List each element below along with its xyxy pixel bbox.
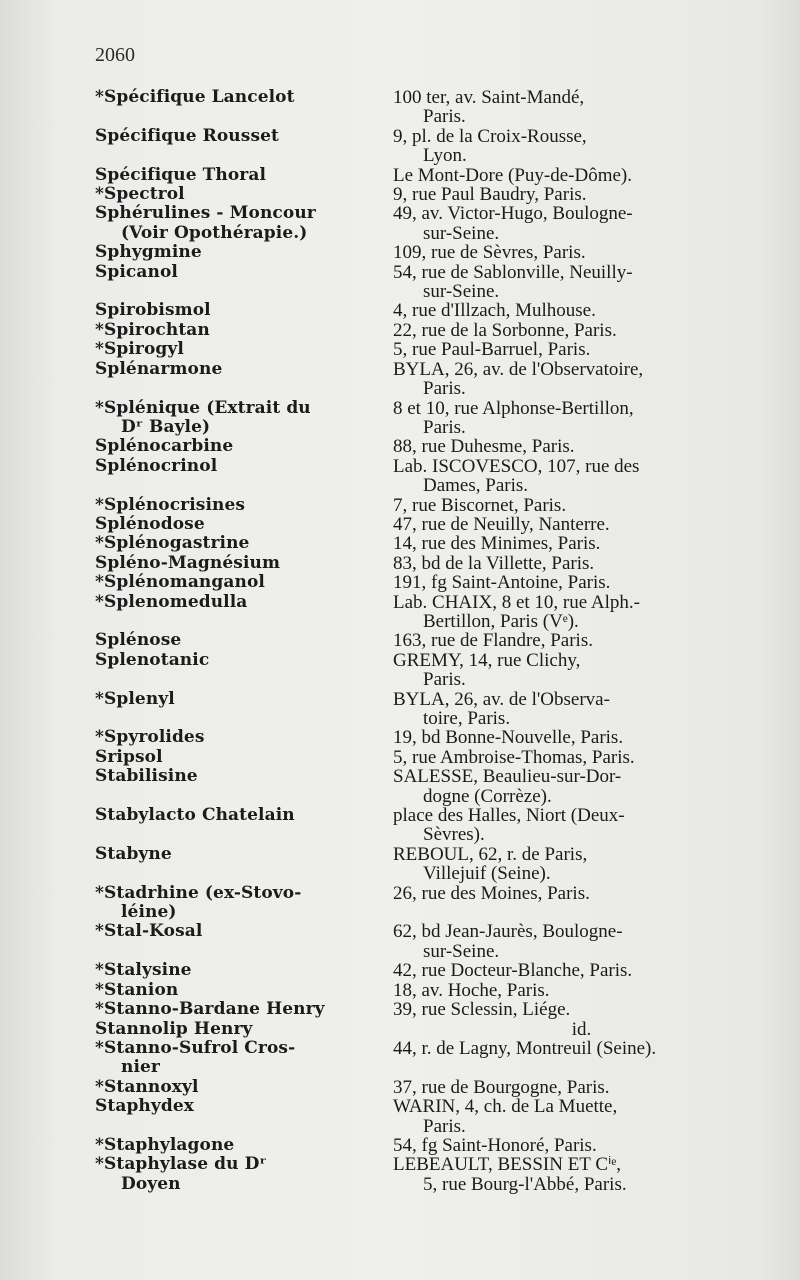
product-name-text: Spléno-Magnésium [95, 552, 281, 573]
address [393, 1078, 770, 1097]
address-text: 5, rue Paul-Barruel, Paris. [393, 339, 591, 361]
entry-row [95, 340, 770, 359]
product-name [95, 1039, 393, 1078]
product-name-text: *Splénocrisines [95, 494, 246, 515]
product-name [95, 1078, 393, 1097]
product-name-continuation: Doyen [121, 1173, 181, 1194]
address-text: Le Mont-Dore (Puy-de-Dôme). [393, 164, 633, 186]
product-name-text: Stabilisine [95, 766, 198, 787]
entry-row [95, 922, 770, 961]
entry-row [95, 1078, 770, 1097]
address-text: 37, rue de Bourgogne, Paris. [393, 1076, 610, 1098]
product-name-text: *Splenyl [95, 688, 175, 709]
entry-row [95, 360, 770, 399]
product-name-text: Spirobismol [95, 300, 211, 321]
product-name [95, 631, 393, 650]
address-continuation: 5, rue Bourg-l'Abbé, Paris. [423, 1173, 627, 1195]
product-name-text: *Staphylagone [95, 1134, 235, 1155]
product-name-text: *Stalysine [95, 960, 192, 981]
entry-row [95, 728, 770, 747]
product-name [95, 457, 393, 476]
address-text: GREMY, 14, rue Clichy, [393, 649, 581, 671]
entry-row [95, 961, 770, 980]
entry-row [95, 748, 770, 767]
product-name-text: Sphygmine [95, 242, 202, 263]
entry-row [95, 301, 770, 320]
address [393, 631, 770, 650]
address [393, 166, 770, 185]
address-text: LEBEAULT, BESSIN ET Cⁱᵉ, [393, 1154, 622, 1176]
product-name-text: *Stal-Kosal [95, 921, 203, 942]
address [393, 204, 770, 243]
address [393, 1000, 770, 1019]
address [393, 496, 770, 515]
address-continuation: dogne (Corrèze). [423, 785, 552, 807]
address [393, 263, 770, 302]
entry-row [95, 457, 770, 496]
entry-row [95, 1020, 770, 1039]
entry-row [95, 1155, 770, 1194]
address-text: 7, rue Biscornet, Paris. [393, 494, 567, 516]
entry-row [95, 1136, 770, 1155]
address [393, 340, 770, 359]
product-name-text: Spicanol [95, 261, 178, 282]
entry-row [95, 127, 770, 166]
product-name-text: *Splénogastrine [95, 533, 250, 554]
address [393, 301, 770, 320]
address [393, 1039, 770, 1058]
entry-row [95, 534, 770, 553]
product-name [95, 185, 393, 204]
product-name [95, 1136, 393, 1155]
address-continuation: sur-Seine. [423, 940, 500, 962]
address-text: 109, rue de Sèvres, Paris. [393, 242, 586, 264]
address-text: 88, rue Duhesme, Paris. [393, 436, 575, 458]
product-name-text: *Spectrol [95, 184, 185, 205]
address [393, 728, 770, 747]
address-text: BYLA, 26, av. de l'Observa- [393, 688, 610, 710]
product-name [95, 263, 393, 282]
address-continuation: Paris. [423, 106, 466, 128]
product-name-text: *Spyrolides [95, 727, 205, 748]
entry-list [95, 88, 770, 1194]
product-name-text: Splénose [95, 630, 182, 651]
entry-row [95, 166, 770, 185]
product-name [95, 399, 393, 438]
address [393, 554, 770, 573]
address-text: 54, fg Saint-Honoré, Paris. [393, 1134, 597, 1156]
address-text: 18, av. Hoche, Paris. [393, 979, 550, 1001]
product-name [95, 1020, 393, 1039]
address [393, 651, 770, 690]
product-name [95, 515, 393, 534]
address [393, 1155, 770, 1194]
entry-row [95, 651, 770, 690]
entry-row [95, 631, 770, 650]
address [393, 515, 770, 534]
address-text: 191, fg Saint-Antoine, Paris. [393, 572, 611, 594]
address-text: 47, rue de Neuilly, Nanterre. [393, 513, 610, 535]
address [393, 1020, 770, 1039]
product-name-text: *Spirochtan [95, 319, 210, 340]
entry-row [95, 515, 770, 534]
address-continuation: Paris. [423, 1115, 466, 1137]
entry-row [95, 88, 770, 127]
product-name [95, 1155, 393, 1194]
product-name-text: Stannolip Henry [95, 1018, 253, 1039]
product-name-text: Splénocarbine [95, 436, 234, 457]
product-name-text: Splenotanic [95, 649, 210, 670]
address-text: 22, rue de la Sorbonne, Paris. [393, 319, 617, 341]
address-continuation: Bertillon, Paris (Vᵉ). [423, 610, 579, 632]
product-name-text: Spécifique Rousset [95, 125, 279, 146]
product-name-text: Sphérulines - Moncour [95, 203, 316, 224]
address [393, 1097, 770, 1136]
address [393, 399, 770, 438]
address-continuation: Dames, Paris. [423, 475, 529, 497]
address-continuation: Paris. [423, 378, 466, 400]
entry-row [95, 767, 770, 806]
product-name [95, 301, 393, 320]
address [393, 748, 770, 767]
product-name-continuation: nier [121, 1057, 160, 1078]
address-text: Lab. ISCOVESCO, 107, rue des [393, 455, 640, 477]
address-continuation: 26, rue des Moines, Paris. [393, 882, 590, 904]
entry-row [95, 554, 770, 573]
product-name-text: *Splenomedulla [95, 591, 248, 612]
product-name [95, 496, 393, 515]
product-name-text: *Staphylase du Dʳ [95, 1154, 267, 1175]
product-name [95, 1097, 393, 1116]
address-text: 14, rue des Minimes, Paris. [393, 533, 601, 555]
address [393, 185, 770, 204]
entry-row [95, 845, 770, 884]
product-name-text: Stabyne [95, 843, 172, 864]
product-name [95, 204, 393, 243]
address [393, 457, 770, 496]
product-name-continuation: léine) [121, 902, 177, 923]
address [393, 360, 770, 399]
address [393, 922, 770, 961]
product-name [95, 884, 393, 923]
product-name-text: *Stannoxyl [95, 1076, 199, 1097]
product-name [95, 728, 393, 747]
address-continuation: Paris. [423, 416, 466, 438]
product-name-text: *Stadrhine (ex-Stovo- [95, 882, 302, 903]
address [393, 981, 770, 1000]
product-name-text: *Splénique (Extrait du [95, 397, 311, 418]
product-name-text: *Spécifique Lancelot [95, 87, 295, 107]
product-name [95, 748, 393, 767]
product-name-text: *Stanno-Sufrol Cros- [95, 1037, 296, 1058]
address [393, 593, 770, 632]
address [393, 573, 770, 592]
product-name-text: Sripsol [95, 746, 163, 767]
product-name [95, 767, 393, 786]
entry-row [95, 981, 770, 1000]
address-text: 42, rue Docteur-Blanche, Paris. [393, 960, 633, 982]
address [393, 845, 770, 884]
address-text: 19, bd Bonne-Nouvelle, Paris. [393, 727, 624, 749]
address-text: 49, av. Victor-Hugo, Boulogne- [393, 203, 633, 225]
product-name [95, 127, 393, 146]
product-name-text: Stabylacto Chatelain [95, 805, 295, 826]
product-name [95, 166, 393, 185]
product-name [95, 593, 393, 612]
page-number: 2060 [95, 44, 135, 66]
address-text: 9, rue Paul Baudry, Paris. [393, 184, 587, 206]
address-text: id. [571, 1018, 592, 1040]
address-continuation: Lyon. [423, 145, 467, 167]
entry-row [95, 496, 770, 515]
address-text: 62, bd Jean-Jaurès, Boulogne- [393, 921, 623, 943]
address [393, 127, 770, 166]
address [393, 321, 770, 340]
address-text: 100 ter, av. Saint-Mandé, [393, 87, 585, 108]
product-name-text: *Stanion [95, 979, 179, 1000]
product-name-continuation: Dʳ Bayle) [121, 416, 211, 437]
product-name-text: Spécifique Thoral [95, 164, 267, 185]
address-continuation: Sèvres). [423, 824, 485, 846]
address-continuation: sur-Seine. [423, 281, 500, 303]
address-text: 54, rue de Sablonville, Neuilly- [393, 261, 633, 283]
entry-row [95, 1000, 770, 1019]
product-name [95, 243, 393, 262]
address-text: WARIN, 4, ch. de La Muette, [393, 1096, 618, 1118]
address [393, 243, 770, 262]
product-name [95, 534, 393, 553]
entry-row [95, 243, 770, 262]
entry-row [95, 1039, 770, 1078]
address-text: SALESSE, Beaulieu-sur-Dor- [393, 766, 622, 788]
address-continuation: Villejuif (Seine). [423, 863, 551, 885]
entry-row [95, 593, 770, 632]
entry-row [95, 437, 770, 456]
entry-row [95, 321, 770, 340]
entry-row [95, 884, 770, 923]
product-name-text: *Splénomanganol [95, 572, 265, 593]
entry-row [95, 399, 770, 438]
product-name [95, 845, 393, 864]
product-name [95, 321, 393, 340]
address-continuation: sur-Seine. [423, 222, 500, 244]
entry-row [95, 204, 770, 243]
address-text: 39, rue Sclessin, Liége. [393, 999, 571, 1021]
address [393, 437, 770, 456]
product-name-text: Staphydex [95, 1096, 195, 1117]
product-name [95, 1000, 393, 1019]
address [393, 88, 770, 127]
product-name [95, 360, 393, 379]
product-name [95, 88, 393, 107]
product-name [95, 573, 393, 592]
product-name [95, 961, 393, 980]
address-text: REBOUL, 62, r. de Paris, [393, 843, 588, 865]
product-name-text: Splénarmone [95, 358, 223, 379]
address-text: place des Halles, Niort (Deux- [393, 805, 625, 827]
product-name-text: *Stanno-Bardane Henry [95, 999, 325, 1020]
entry-row [95, 1097, 770, 1136]
entry-row [95, 263, 770, 302]
address [393, 961, 770, 980]
address [393, 806, 770, 845]
product-name [95, 981, 393, 1000]
product-name [95, 340, 393, 359]
address-continuation: Paris. [423, 669, 466, 691]
product-name-text: Splénodose [95, 513, 205, 534]
product-name [95, 806, 393, 825]
product-name [95, 554, 393, 573]
address-text: 8 et 10, rue Alphonse-Bertillon, [393, 397, 634, 419]
product-name-text: *Spirogyl [95, 339, 184, 360]
address [393, 534, 770, 553]
address-text: 4, rue d'Illzach, Mulhouse. [393, 300, 596, 322]
address-text: 5, rue Ambroise-Thomas, Paris. [393, 746, 635, 768]
address-continuation: 44, r. de Lagny, Montreuil (Seine). [393, 1037, 657, 1059]
address-text: 83, bd de la Villette, Paris. [393, 552, 595, 574]
address [393, 767, 770, 806]
address-text: 9, pl. de la Croix-Rousse, [393, 125, 587, 147]
entry-row [95, 806, 770, 845]
address-text: Lab. CHAIX, 8 et 10, rue Alph.- [393, 591, 640, 613]
product-name [95, 690, 393, 709]
product-name-continuation: (Voir Opothérapie.) [121, 222, 308, 243]
address [393, 1136, 770, 1155]
address [393, 690, 770, 729]
entry-row [95, 573, 770, 592]
address-continuation: toire, Paris. [423, 708, 511, 729]
address-text: BYLA, 26, av. de l'Observatoire, [393, 358, 644, 380]
address-text: 163, rue de Flandre, Paris. [393, 630, 593, 652]
product-name [95, 651, 393, 670]
entry-row [95, 185, 770, 204]
product-name [95, 437, 393, 456]
product-name-text: Splénocrinol [95, 455, 218, 476]
product-name [95, 922, 393, 941]
address [393, 884, 770, 903]
entry-row [95, 690, 770, 729]
